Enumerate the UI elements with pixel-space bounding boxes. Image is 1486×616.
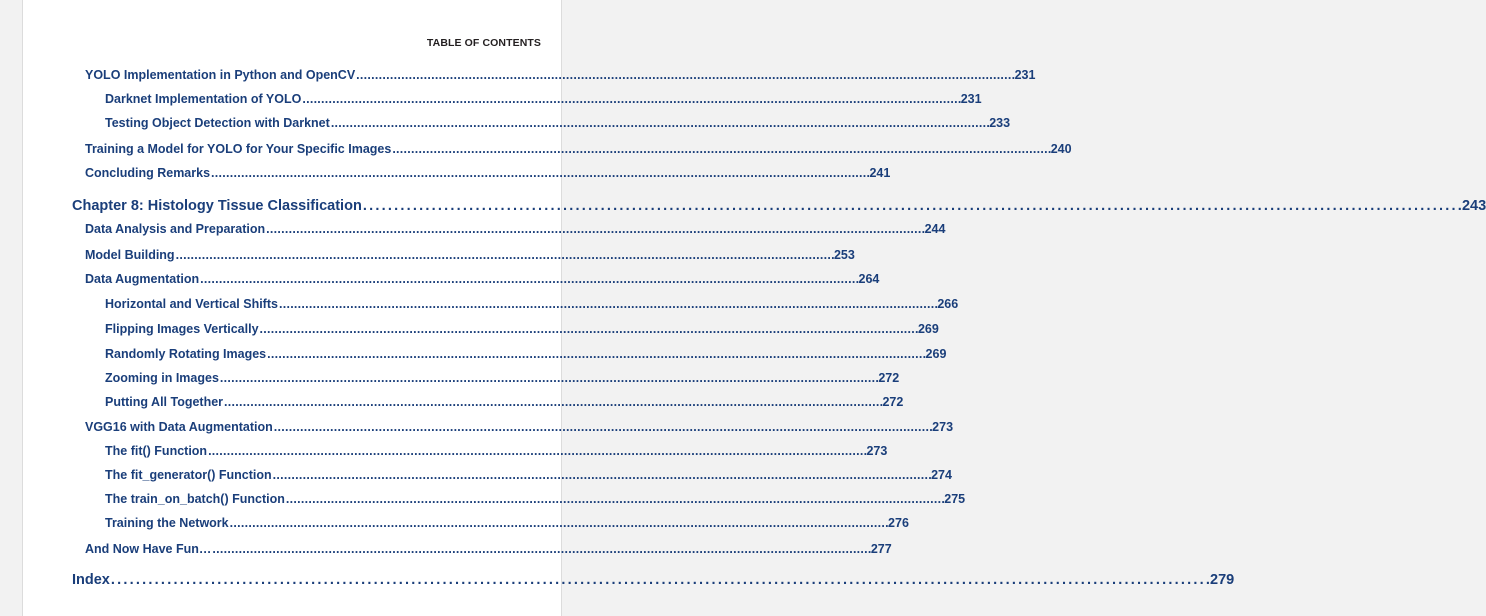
toc-entry-title: Flipping Images Vertically <box>105 322 259 336</box>
toc-entry-page-number: 243 <box>1461 198 1486 214</box>
toc-entry-page-number: 275 <box>944 492 966 506</box>
dot-leader <box>208 444 865 458</box>
toc-entry-page-number: 241 <box>869 166 891 180</box>
toc-entry-page-number: 253 <box>833 248 855 262</box>
dot-leader <box>331 116 988 130</box>
toc-entry[interactable] <box>23 116 1011 130</box>
dot-leader <box>302 92 959 106</box>
toc-entry-title: Model Building <box>85 248 175 262</box>
dot-leader <box>260 322 917 336</box>
dot-leader <box>392 142 1049 156</box>
toc-entry-page-number: 273 <box>932 420 954 434</box>
dot-leader <box>279 297 936 311</box>
toc-entry[interactable] <box>23 272 880 286</box>
dot-leader <box>274 420 931 434</box>
toc-entry-title: YOLO Implementation in Python and OpenCV <box>85 68 356 82</box>
toc-entry-page-number: 274 <box>931 468 952 482</box>
toc-entry-page-number: 273 <box>866 444 888 458</box>
toc-entry[interactable] <box>23 542 892 556</box>
dot-leader <box>200 272 857 286</box>
toc-entry[interactable] <box>23 68 1036 82</box>
document-page <box>22 0 1486 616</box>
toc-entry[interactable] <box>23 166 891 180</box>
toc-entry[interactable] <box>23 395 904 409</box>
toc-entry-title: Zooming in Images <box>105 371 219 385</box>
toc-entry-title: Index <box>72 572 110 588</box>
dot-leader <box>224 395 881 409</box>
running-head: TABLE OF CONTENTS <box>426 37 541 49</box>
toc-entry-title: VGG16 with Data Augmentation <box>85 420 273 434</box>
toc-entry[interactable] <box>23 297 959 311</box>
toc-entry[interactable] <box>23 492 966 506</box>
toc-entry-page-number: 244 <box>924 222 946 236</box>
toc-entry-page-number: 264 <box>858 272 880 286</box>
dot-leader <box>111 572 1209 588</box>
toc-entry-page-number: 240 <box>1050 142 1072 156</box>
toc-entry-title: Randomly Rotating Images <box>105 347 267 361</box>
dot-leader <box>230 516 887 530</box>
dot-leader <box>363 198 1461 214</box>
dot-leader <box>212 542 869 556</box>
toc-entry-page-number: 276 <box>888 516 909 530</box>
toc-entry-page-number: 277 <box>870 542 892 556</box>
dot-leader <box>211 166 868 180</box>
toc-entry[interactable] <box>23 142 1072 156</box>
toc-entry-page-number: 269 <box>925 347 947 361</box>
toc-entry-title: Putting All Together <box>105 395 224 409</box>
toc-entry-title: And Now Have Fun… <box>85 542 212 556</box>
dot-leader <box>273 468 930 482</box>
toc-entry-title: Testing Object Detection with Darknet <box>105 116 330 130</box>
toc-entry[interactable] <box>23 248 855 262</box>
dot-leader <box>356 68 1013 82</box>
toc-entry-page-number: 233 <box>989 116 1011 130</box>
dot-leader <box>220 371 877 385</box>
toc-entry-title: Training the Network <box>105 516 229 530</box>
dot-leader <box>267 347 924 361</box>
toc-entry[interactable] <box>23 92 982 106</box>
toc-entry-page-number: 266 <box>937 297 959 311</box>
toc-entry-page-number: 231 <box>1014 68 1036 82</box>
toc-entry-title: The fit() Function <box>105 444 208 458</box>
toc-entry[interactable] <box>23 322 939 336</box>
dot-leader <box>176 248 833 262</box>
toc-entry[interactable] <box>23 444 888 458</box>
dot-leader <box>266 222 923 236</box>
toc-entry-title: Horizontal and Vertical Shifts <box>105 297 278 311</box>
toc-entry-title: The train_on_batch() Function <box>105 492 285 506</box>
toc-entry-title: Chapter 8: Histology Tissue Classification <box>72 198 362 214</box>
toc-entry-page-number: 269 <box>917 322 939 336</box>
toc-entry-page-number: 272 <box>882 395 904 409</box>
toc-entry[interactable] <box>23 420 954 434</box>
toc-entry-page-number: 279 <box>1210 572 1235 588</box>
toc-entry[interactable] <box>23 347 947 361</box>
toc-entry-page-number: 272 <box>878 371 900 385</box>
toc-entry[interactable] <box>23 222 946 236</box>
toc-entry-title: Darknet Implementation of YOLO <box>105 92 302 106</box>
toc-entry-title: Data Analysis and Preparation <box>85 222 266 236</box>
toc-entry-title: Training a Model for YOLO for Your Specific Images <box>85 142 392 156</box>
dot-leader <box>286 492 943 506</box>
toc-entry-title: The fit_generator() Function <box>105 468 272 482</box>
toc-entry[interactable] <box>23 468 952 482</box>
toc-entry[interactable] <box>23 516 909 530</box>
toc-entry-title: Data Augmentation <box>85 272 200 286</box>
toc-entry-page-number: 231 <box>960 92 982 106</box>
toc-chapter-entry[interactable] <box>23 198 1486 214</box>
toc-entry[interactable] <box>23 371 900 385</box>
toc-entry-title: Concluding Remarks <box>85 166 211 180</box>
toc-chapter-entry[interactable] <box>23 572 1235 588</box>
